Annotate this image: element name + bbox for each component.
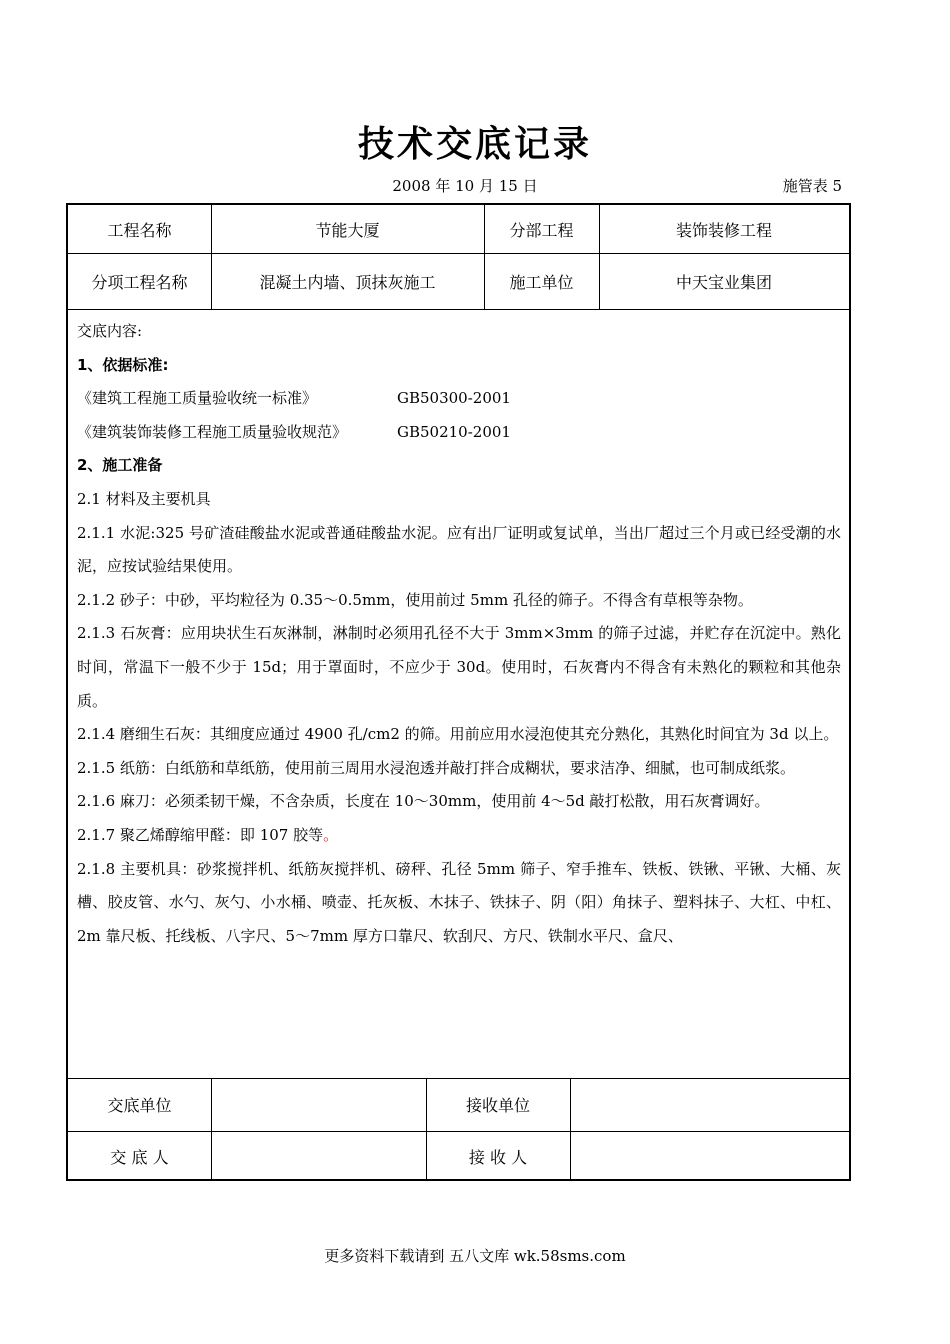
- standard-item: [77, 416, 841, 450]
- receiver-field[interactable]: [570, 1131, 849, 1181]
- standard-name: 《建筑工程施工质量验收统一标准》: [77, 389, 318, 408]
- receiving-unit-label: 接收单位: [465, 1096, 530, 1115]
- record-table: [66, 203, 851, 1181]
- division-label: 分部工程: [509, 220, 574, 240]
- material-item: 2.1.6 麻刀：必须柔韧干燥，不含杂质，长度在 10～30mm，使用前 4～5d 敲打松散，用石灰膏调好。: [77, 792, 770, 811]
- disclosure-content: [77, 315, 841, 953]
- contractor-label: 施工单位: [509, 272, 574, 292]
- section-2-title: 2、施工准备: [77, 456, 163, 475]
- form-number: 施管表 5: [782, 177, 842, 195]
- material-item: 2.1.2 砂子：中砂，平均粒径为 0.35～0.5mm，使用前过 5mm 孔径的筛子。不得含有草根等杂物。: [77, 590, 753, 609]
- subitem-value: 混凝土内墙、顶抹灰施工: [259, 272, 436, 292]
- material-item: [77, 819, 841, 853]
- standard-item: [77, 382, 841, 416]
- issuing-unit-label: 交底单位: [107, 1096, 172, 1115]
- issuer-field[interactable]: [211, 1131, 426, 1181]
- project-name-label: 工程名称: [107, 220, 172, 240]
- material-item: 2.1.1 水泥:325 号矿渣硅酸盐水泥或普通硅酸盐水泥。应有出厂证明或复试单，当出厂超过三个月或已经受潮的水泥，应按试验结果使用。: [77, 523, 841, 576]
- material-item: 2.1.4 磨细生石灰：其细度应通过 4900 孔/cm2 的筛。用前应用水浸泡使其充分熟化，其熟化时间宜为 3d 以上。: [77, 725, 839, 744]
- standard-code: GB50300-2001: [397, 389, 511, 408]
- material-item: 2.1.3 石灰膏：应用块状生石灰淋制，淋制时必须用孔径不大于 3mm×3mm 的筛子过滤，并贮存在沉淀中。熟化时间，常温下一般不少于 15d；用于罩面时，不应少于 30d。使用时，石灰膏内不得含有未熟化的颗粒和其他杂质。: [77, 624, 841, 710]
- tools-item: 2.1.8 主要机具：砂浆搅拌机、纸筋灰搅拌机、磅秤、孔径 5mm 筛子、窄手推车、铁板、铁锹、平锹、大桶、灰槽、胶皮管、水勺、灰勺、小水桶、喷壶、托灰板、木抹子、铁抹子、阴（阳）角抹子、塑料抹子、大杠、中杠、2m 靠尺板、托线板、八字尺、5～7mm 厚方口靠尺、软刮尺、方尺、铁制水平尺、盒尺、: [77, 859, 841, 945]
- subitem-label: 分项工程名称: [91, 272, 188, 292]
- content-heading: 交底内容:: [77, 322, 143, 340]
- contractor-value: 中天宝业集团: [675, 272, 772, 292]
- section-1-title: 1、依据标准:: [77, 355, 169, 374]
- receiver-label: 接 收 人: [468, 1147, 528, 1167]
- red-mark: 。: [323, 825, 339, 844]
- material-item-text: 2.1.7 聚乙烯醇缩甲醛：即 107 胶等: [77, 825, 324, 844]
- division-value: 装饰装修工程: [675, 220, 772, 240]
- project-name-value: 节能大厦: [315, 220, 380, 240]
- issuing-unit-field[interactable]: [211, 1078, 426, 1131]
- receiving-unit-field[interactable]: [570, 1078, 849, 1131]
- footer-text: 更多资料下载请到 五八文库 wk.58sms.com: [324, 1247, 626, 1265]
- document-date: 2008 年 10 月 15 日: [392, 177, 538, 195]
- document-title: 技术交底记录: [357, 124, 592, 165]
- standard-name: 《建筑装饰装修工程施工质量验收规范》: [77, 422, 348, 441]
- subsection-title: 2.1 材料及主要机具: [77, 489, 211, 508]
- standard-code: GB50210-2001: [397, 422, 511, 441]
- issuer-label: 交 底 人: [110, 1147, 169, 1167]
- material-item: 2.1.5 纸筋：白纸筋和草纸筋，使用前三周用水浸泡透并敲打拌合成糊状，要求洁净、细腻，也可制成纸浆。: [77, 758, 795, 777]
